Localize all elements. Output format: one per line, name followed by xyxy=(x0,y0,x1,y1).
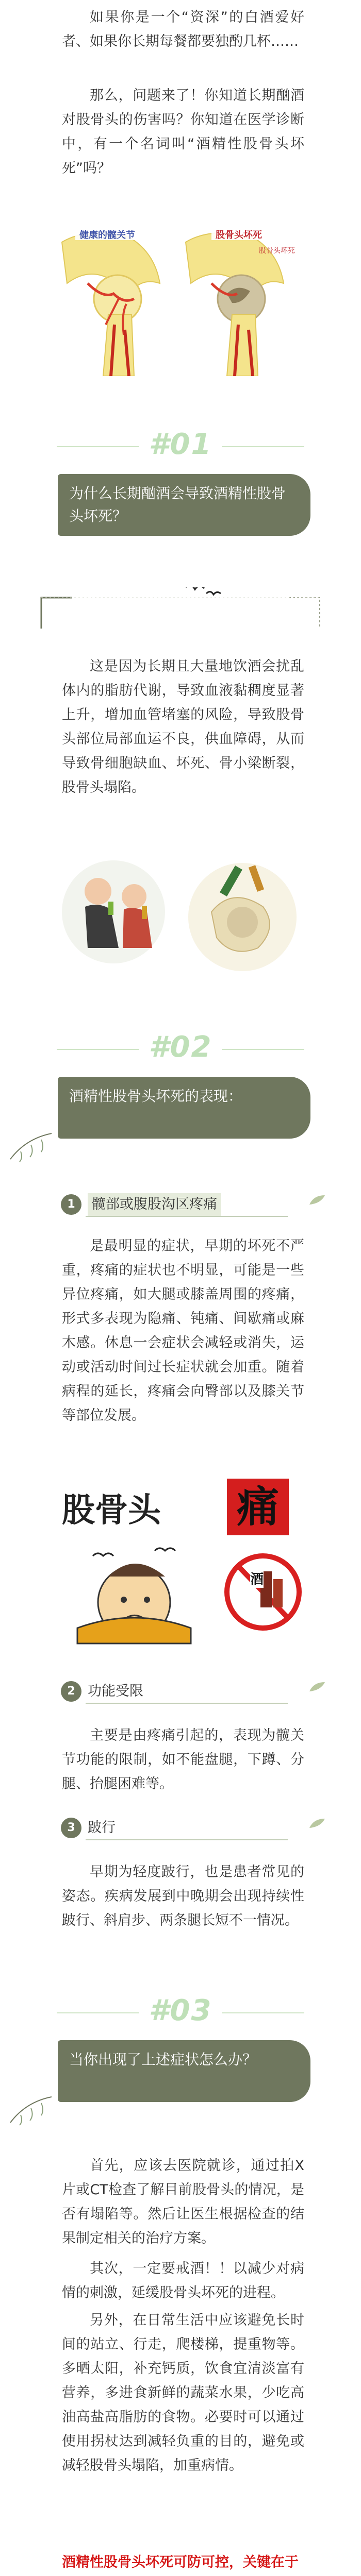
symptom-3-label: 跛行 xyxy=(88,1820,116,1836)
symptom-1-underline xyxy=(86,1216,288,1217)
symptom-2-label: 功能受限 xyxy=(88,1683,143,1699)
willow-icon xyxy=(5,2092,62,2128)
leaf-icon xyxy=(308,1818,326,1829)
section-3-number: #03 xyxy=(0,1994,361,2027)
no-alcohol-sign-text: 酒 xyxy=(250,1569,264,1588)
symptom-2-body: 主要是由疼痛引起的，表现为髋关节功能的限制，如不能盘腿，下蹲、分腿、抬腿困难等。 xyxy=(62,1727,304,1792)
drinking-illustration xyxy=(57,845,315,979)
hip-pain-illustration xyxy=(57,1473,309,1649)
necrosis-small-label: 股骨头坏死 xyxy=(259,247,295,255)
intro-paragraph-2: 那么，问题来了！你知道长期酗酒对股骨头的伤害吗？你知道在医学诊断中，有一个名词叫“酒精性股骨头坏死”吗？ xyxy=(62,88,304,176)
symptom-3-heading xyxy=(61,1814,308,1841)
section-3-title: 当你出现了上述症状怎么办？ xyxy=(58,2040,310,2102)
hip-joint-illustration xyxy=(57,222,309,376)
willow-icon xyxy=(5,1128,62,1164)
symptom-2-number: 2 xyxy=(61,1681,81,1702)
section-2-number: #02 xyxy=(0,1030,361,1064)
symptom-1-heading xyxy=(61,1190,308,1218)
symptom-2-heading xyxy=(61,1677,308,1705)
symptom-3-underline xyxy=(86,1839,288,1840)
section-2-title: 酒精性股骨头坏死的表现： xyxy=(58,1077,310,1139)
symptom-2-underline xyxy=(86,1703,288,1704)
section-1-title: 为什么长期酗酒会导致酒精性股骨头坏死？ xyxy=(58,474,310,536)
section-3-paragraph-3: 另外，在日常生活中应该避免长时间的站立、行走，爬楼梯，提重物等。多晒太阳，补充钙质，饮食宜清淡富有营养，多进食新鲜的蔬菜水果，少吃高油高盐高脂肪的食物。必要时可以通过使用拐杖达到减轻负重的目的，避免或减轻股骨头塌陷，加重病情。 xyxy=(62,2312,304,2473)
bird-icon xyxy=(186,587,221,595)
symptom-3-body: 早期为轻度跛行，也是患者常见的姿态。疾病发展到中晚期会出现持续性跛行、斜肩步、两条腿长短不一情况。 xyxy=(62,1864,304,1928)
intro-paragraph-1: 如果你是一个“资深”的白酒爱好者、如果你长期每餐都要独酌几杯…… xyxy=(62,9,304,49)
pain-word-1: 股骨头 xyxy=(62,1491,161,1530)
symptom-1-label: 髋部或腹股沟区疼痛 xyxy=(88,1193,221,1216)
symptom-1-number: 1 xyxy=(61,1194,81,1215)
section-3-paragraph-1: 首先，应该去医院就诊，通过拍X片或CT检查了解目前股骨头的情况，是否有塌陷等。然后让医生根据检查的结果制定相关的治疗方案。 xyxy=(62,2158,304,2246)
leaf-icon xyxy=(308,1681,326,1692)
section-1-body: 这是因为长期且大量地饮酒会扰乱体内的脂肪代谢，导致血液黏稠度显著上升，增加血管堵塞的风险，导致股骨头部位局部血运不良，供血障碍，从而导致骨细胞缺血、坏死、骨小梁断裂，股骨头塌陷。 xyxy=(62,658,304,795)
symptom-1-body: 是最明显的症状，早期的坏死不严重，疼痛的症状也不明显，可能是一些异位疼痛，如大腿或膝盖周围的疼痛，形式多表现为隐痛、钝痛、间歇痛或麻木感。休息一会症状会减轻或消失，运动或活动时间过长症状就会加重。随着病程的延长，疼痛会向臀部以及膝关节等部位发展。 xyxy=(62,1238,304,1423)
symptom-3-number: 3 xyxy=(61,1818,81,1838)
leaf-icon xyxy=(308,1194,326,1206)
necrosis-label: 股骨头坏死 xyxy=(216,230,262,241)
pain-word-2: 痛 xyxy=(227,1479,289,1535)
section-3-paragraph-2: 其次，一定要戒酒！！以减少对病情的刺激，延缓股骨头坏死的进程。 xyxy=(62,2261,304,2301)
healthy-hip-label: 健康的髋关节 xyxy=(79,230,135,241)
closing-message: 酒精性股骨头坏死可防可控，关键在于 xyxy=(62,2554,299,2570)
section-1-number: #01 xyxy=(0,428,361,461)
